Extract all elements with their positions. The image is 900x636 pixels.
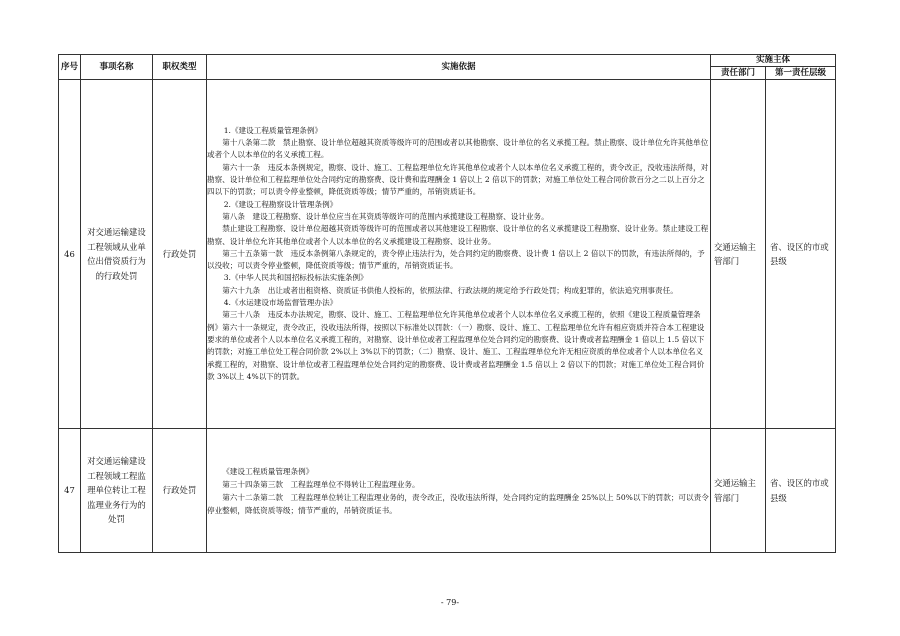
header-level: 第一责任层级 xyxy=(766,67,836,80)
enforcement-table xyxy=(58,54,836,553)
header-entity: 实施主体 xyxy=(711,55,836,67)
row-basis xyxy=(207,429,711,553)
row-power-type: 行政处罚 xyxy=(153,429,207,553)
header-row-1 xyxy=(59,55,836,67)
table-row xyxy=(59,80,836,429)
basis-paragraph: 第六十二条第二款 工程监理单位转让工程监理业务的，责令改正，没收违法所得，处合同约定的监理酬金 25%以上 50%以下的罚款；可以责令停业整顿，降低资质等级；情节严重的，吊销资质证书。 xyxy=(207,492,709,515)
basis-paragraph: 第八条 建设工程勘察、设计单位应当在其资质等级许可的范围内承揽建设工程勘察、设计业务。 xyxy=(222,211,549,221)
basis-paragraph: 4.《水运建设市场监督管理办法》 xyxy=(223,298,338,308)
header-item-name: 事项名称 xyxy=(81,55,153,80)
basis-paragraph: 第六十九条 出让或者出租资格、资质证书供他人投标的，依照法律、行政法规的规定给予行政处罚；构成犯罪的，依法追究刑事责任。 xyxy=(222,285,678,295)
header-power-type: 职权类型 xyxy=(153,55,207,80)
basis-paragraph: 第三十四条第三款 工程监理单位不得转让工程监理业务。 xyxy=(222,479,420,489)
basis-paragraph: 2.《建设工程勘察设计管理条例》 xyxy=(223,199,338,209)
page-number: - 79- xyxy=(440,598,460,607)
basis-paragraph: 禁止建设工程勘察、设计单位超越其资质等级许可的范围或者以其他建设工程勘察、设计单位的名义承揽建设工程勘察、设计业务。禁止建设工程勘察、设计单位允许其他单位或者个人以本单位的名义承揽建设工程勘察、设计业务。 xyxy=(207,224,709,246)
row-power-type: 行政处罚 xyxy=(153,80,207,429)
row-basis xyxy=(207,80,711,429)
basis-paragraph: 第十八条第二款 禁止勘察、设计单位超越其资质等级许可的范围或者以其他勘察、设计单位的名义承揽工程。禁止勘察、设计单位允许其他单位或者个人以本单位的名义承揽工程。 xyxy=(207,138,709,160)
header-basis: 实施依据 xyxy=(207,55,711,80)
row-item-name: 对交通运输建设工程领域工程监理单位转让工程监理业务行为的处罚 xyxy=(81,429,153,553)
basis-paragraph: 第六十一条 违反本条例规定，勘察、设计、施工、工程监理单位允许其他单位或者个人以本单位名义承揽工程的，责令改正，没收违法所得，对勘察、设计单位和工程监理单位处合同约定的勘察费、设计费和监理酬金 1 倍以上 2 倍以下的罚款；对施工单位处工程合同价款百分之二以上百分之四以下的罚款；可以责令停业整顿，降低资质等级；情节严重的，吊销资质证书。 xyxy=(207,162,709,197)
row-level: 省、设区的市或县级 xyxy=(766,429,836,553)
table-row xyxy=(59,429,836,553)
basis-paragraph: 第三十五条第一款 违反本条例第八条规定的，责令停止违法行为，处合同约定的勘察费、设计费 1 倍以上 2 倍以下的罚款，有违法所得的，予以没收；可以责令停业整顿，降低资质等级；情节严重的，吊销资质证书。 xyxy=(207,248,705,271)
basis-paragraph: 《建设工程质量管理条例》 xyxy=(222,466,314,476)
row-dept: 交通运输主管部门 xyxy=(711,80,766,429)
row-seq: 47 xyxy=(59,429,81,553)
basis-paragraph: 3.《中华人民共和国招标投标法实施条例》 xyxy=(223,273,368,283)
row-dept: 交通运输主管部门 xyxy=(711,429,766,553)
row-level: 省、设区的市或县级 xyxy=(766,80,836,429)
basis-paragraph: 1.《建设工程质量管理条例》 xyxy=(223,125,323,135)
header-dept: 责任部门 xyxy=(711,67,766,80)
basis-paragraph: 第三十八条 违反本办法规定，勘察、设计、施工、工程监理单位允许其他单位或者个人以本单位名义承揽工程的，依照《建设工程质量管理条例》第六十一条规定，责令改正，没收违法所得，按照以下标准处以罚款：（一）勘察、设计、施工、工程监理单位允许有相应资质并符合本工程建设要求的单位或者个人以本单位名义承揽工程的，对勘察、设计单位或者工程监理单位处合同约定的勘察费、设计费或者监理酬金 1 倍以上 1.5 倍以下的罚款；对施工单位处工程合同价款 2%以上 3%以下的罚款；（二）勘察、设计、施工、工程监理单位允许无相应资质的单位或者个人以本单位名义承揽工程的，对勘察、设计单位或者工程监理单位处合同约定的勘察费、设计费或者监理酬金 1.5 倍以上 2 倍以下的罚款；对施工单位处工程合同价款 3%以上 4%以下的罚款。 xyxy=(207,310,705,381)
row-seq: 46 xyxy=(59,80,81,429)
row-item-name: 对交通运输建设工程领域从业单位出借资质行为的行政处罚 xyxy=(81,80,153,429)
header-seq: 序号 xyxy=(59,55,81,80)
